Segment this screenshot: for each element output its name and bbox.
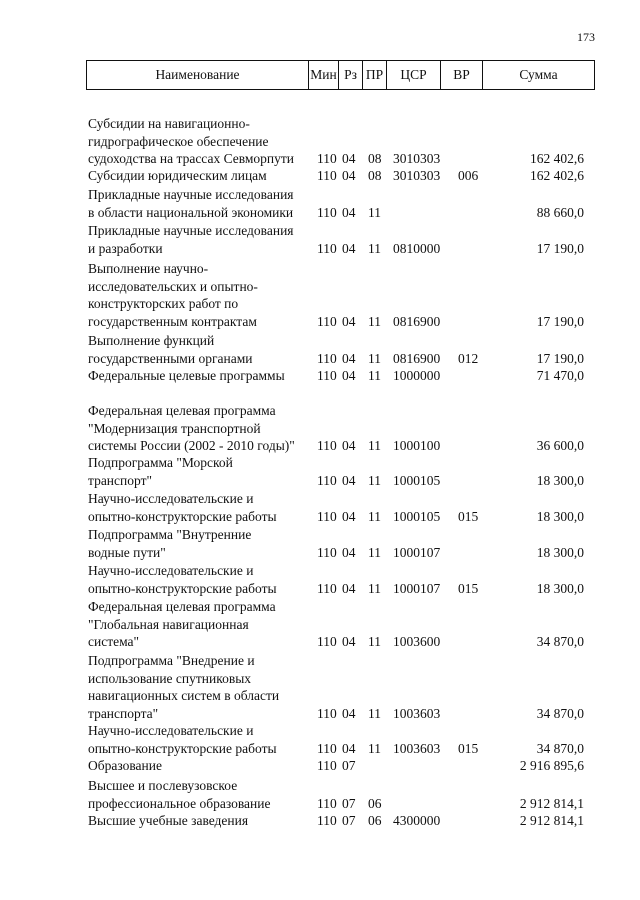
row-sum: 18 300,0 bbox=[536, 508, 584, 524]
row-name: Федеральная целевая программа "Модернизация транспортной системы России (2002 - 2010 годы)" bbox=[88, 403, 295, 453]
row-pr: 11 bbox=[368, 367, 381, 383]
row-pr: 06 bbox=[368, 812, 382, 828]
row-csr: 1000105 bbox=[393, 508, 441, 524]
row-name: Высшее и послевузовское профессиональное образование bbox=[88, 778, 271, 811]
table-row bbox=[0, 562, 640, 597]
row-sum: 88 660,0 bbox=[536, 204, 584, 220]
row-pr: 11 bbox=[368, 204, 381, 220]
row-csr: 1003603 bbox=[393, 705, 441, 721]
row-min: 110 bbox=[317, 437, 337, 453]
row-min: 110 bbox=[317, 580, 337, 596]
table-row bbox=[0, 332, 640, 367]
row-vr: 012 bbox=[458, 350, 479, 366]
row-min: 110 bbox=[317, 633, 337, 649]
row-name: Образование bbox=[88, 758, 162, 773]
row-min: 110 bbox=[317, 240, 337, 256]
row-pr: 11 bbox=[368, 240, 381, 256]
table-row bbox=[0, 222, 640, 257]
row-name: Федеральные целевые программы bbox=[88, 368, 285, 383]
row-rz: 07 bbox=[342, 795, 356, 811]
row-name: Подпрограмма "Внедрение и использование спутниковых навигационных систем в области транспорта" bbox=[88, 653, 280, 721]
table-row bbox=[0, 598, 640, 650]
row-pr: 06 bbox=[368, 795, 382, 811]
row-csr: 3010303 bbox=[393, 150, 441, 166]
table-row bbox=[0, 526, 640, 561]
header-rz: Рз bbox=[339, 61, 363, 89]
row-rz: 04 bbox=[342, 350, 356, 366]
table-row bbox=[0, 186, 640, 221]
row-sum: 71 470,0 bbox=[536, 367, 584, 383]
header-vr: ВР bbox=[441, 61, 483, 89]
row-sum: 34 870,0 bbox=[536, 633, 584, 649]
table-row bbox=[0, 812, 640, 829]
row-csr: 0816900 bbox=[393, 350, 441, 366]
row-rz: 04 bbox=[342, 544, 356, 560]
row-pr: 11 bbox=[368, 580, 381, 596]
row-name: Прикладные научные исследования в области национальной экономики bbox=[88, 187, 294, 220]
row-rz: 04 bbox=[342, 437, 356, 453]
row-rz: 04 bbox=[342, 633, 356, 649]
row-sum: 18 300,0 bbox=[536, 544, 584, 560]
row-sum: 18 300,0 bbox=[536, 580, 584, 596]
row-rz: 04 bbox=[342, 167, 356, 183]
row-name: Научно-исследовательские и опытно-конструкторские работы bbox=[88, 563, 277, 596]
table-row bbox=[0, 260, 640, 330]
row-rz: 07 bbox=[342, 757, 356, 773]
page-number: 173 bbox=[577, 30, 595, 44]
row-csr: 0816900 bbox=[393, 313, 441, 329]
row-name: Выполнение функций государственными органами bbox=[88, 333, 253, 366]
row-min: 110 bbox=[317, 350, 337, 366]
row-vr: 015 bbox=[458, 508, 479, 524]
header-name: Наименование bbox=[87, 61, 309, 89]
row-rz: 04 bbox=[342, 240, 356, 256]
table-row bbox=[0, 367, 640, 384]
row-min: 110 bbox=[317, 167, 337, 183]
row-pr: 11 bbox=[368, 705, 381, 721]
row-sum: 17 190,0 bbox=[536, 313, 584, 329]
table-row bbox=[0, 167, 640, 184]
row-pr: 11 bbox=[368, 544, 381, 560]
row-sum: 162 402,6 bbox=[530, 167, 584, 183]
row-sum: 2 912 814,1 bbox=[519, 812, 584, 828]
row-pr: 11 bbox=[368, 633, 381, 649]
row-name: Подпрограмма "Внутренние водные пути" bbox=[88, 527, 252, 560]
row-csr: 1000107 bbox=[393, 580, 441, 596]
table-row bbox=[0, 402, 640, 454]
row-csr: 3010303 bbox=[393, 167, 441, 183]
row-sum: 36 600,0 bbox=[536, 437, 584, 453]
row-sum: 162 402,6 bbox=[530, 150, 584, 166]
row-pr: 11 bbox=[368, 740, 381, 756]
table-row bbox=[0, 722, 640, 757]
row-min: 110 bbox=[317, 367, 337, 383]
header-csr: ЦСР bbox=[387, 61, 441, 89]
row-min: 110 bbox=[317, 508, 337, 524]
row-min: 110 bbox=[317, 740, 337, 756]
row-name: Подпрограмма "Морской транспорт" bbox=[88, 455, 233, 488]
row-min: 110 bbox=[317, 472, 337, 488]
row-name: Научно-исследовательские и опытно-конструкторские работы bbox=[88, 491, 277, 524]
header-sum: Сумма bbox=[519, 67, 558, 82]
row-sum: 18 300,0 bbox=[536, 472, 584, 488]
row-rz: 04 bbox=[342, 367, 356, 383]
row-csr: 1000107 bbox=[393, 544, 441, 560]
row-csr: 1000105 bbox=[393, 472, 441, 488]
row-pr: 08 bbox=[368, 167, 382, 183]
row-rz: 04 bbox=[342, 472, 356, 488]
row-sum: 34 870,0 bbox=[536, 740, 584, 756]
row-min: 110 bbox=[317, 204, 337, 220]
header-min: Мин bbox=[309, 61, 339, 89]
row-pr: 08 bbox=[368, 150, 382, 166]
row-min: 110 bbox=[317, 150, 337, 166]
row-name: Высшие учебные заведения bbox=[88, 813, 249, 828]
header-pr: ПР bbox=[363, 61, 387, 89]
row-csr: 1003603 bbox=[393, 740, 441, 756]
row-csr: 1003600 bbox=[393, 633, 441, 649]
row-name: Субсидии юридическим лицам bbox=[88, 168, 267, 183]
row-name: Субсидии на навигационно- гидрографическое обеспечение судоходства на трассах Севморпути bbox=[88, 116, 295, 166]
table-row bbox=[0, 777, 640, 812]
row-pr: 11 bbox=[368, 313, 381, 329]
row-rz: 04 bbox=[342, 580, 356, 596]
row-csr: 0810000 bbox=[393, 240, 441, 256]
row-sum: 17 190,0 bbox=[536, 240, 584, 256]
row-min: 110 bbox=[317, 812, 337, 828]
row-sum: 2 912 814,1 bbox=[519, 795, 584, 811]
row-pr: 11 bbox=[368, 472, 381, 488]
table-row bbox=[0, 652, 640, 722]
row-rz: 04 bbox=[342, 204, 356, 220]
row-pr: 11 bbox=[368, 437, 381, 453]
row-rz: 04 bbox=[342, 740, 356, 756]
row-rz: 04 bbox=[342, 508, 356, 524]
row-min: 110 bbox=[317, 544, 337, 560]
row-name: Выполнение научно- исследовательских и опытно- конструкторских работ по государственным контрактам bbox=[88, 261, 258, 329]
table-row bbox=[0, 115, 640, 167]
row-min: 110 bbox=[317, 313, 337, 329]
row-csr: 1000000 bbox=[393, 367, 441, 383]
row-name: Научно-исследовательские и опытно-конструкторские работы bbox=[88, 723, 277, 756]
row-min: 110 bbox=[317, 705, 337, 721]
row-min: 110 bbox=[317, 757, 337, 773]
row-name: Прикладные научные исследования и разработки bbox=[88, 223, 294, 256]
row-csr: 4300000 bbox=[393, 812, 441, 828]
row-csr: 1000100 bbox=[393, 437, 441, 453]
row-sum: 34 870,0 bbox=[536, 705, 584, 721]
row-pr: 11 bbox=[368, 350, 381, 366]
row-rz: 04 bbox=[342, 705, 356, 721]
row-pr: 11 bbox=[368, 508, 381, 524]
row-rz: 07 bbox=[342, 812, 356, 828]
row-min: 110 bbox=[317, 795, 337, 811]
table-row bbox=[0, 757, 640, 774]
table-row bbox=[0, 490, 640, 525]
row-rz: 04 bbox=[342, 150, 356, 166]
row-sum: 17 190,0 bbox=[536, 350, 584, 366]
row-vr: 015 bbox=[458, 580, 479, 596]
row-name: Федеральная целевая программа "Глобальная навигационная система" bbox=[88, 599, 276, 649]
row-vr: 015 bbox=[458, 740, 479, 756]
row-vr: 006 bbox=[458, 167, 479, 183]
row-rz: 04 bbox=[342, 313, 356, 329]
row-sum: 2 916 895,6 bbox=[519, 757, 584, 773]
table-row bbox=[0, 454, 640, 489]
